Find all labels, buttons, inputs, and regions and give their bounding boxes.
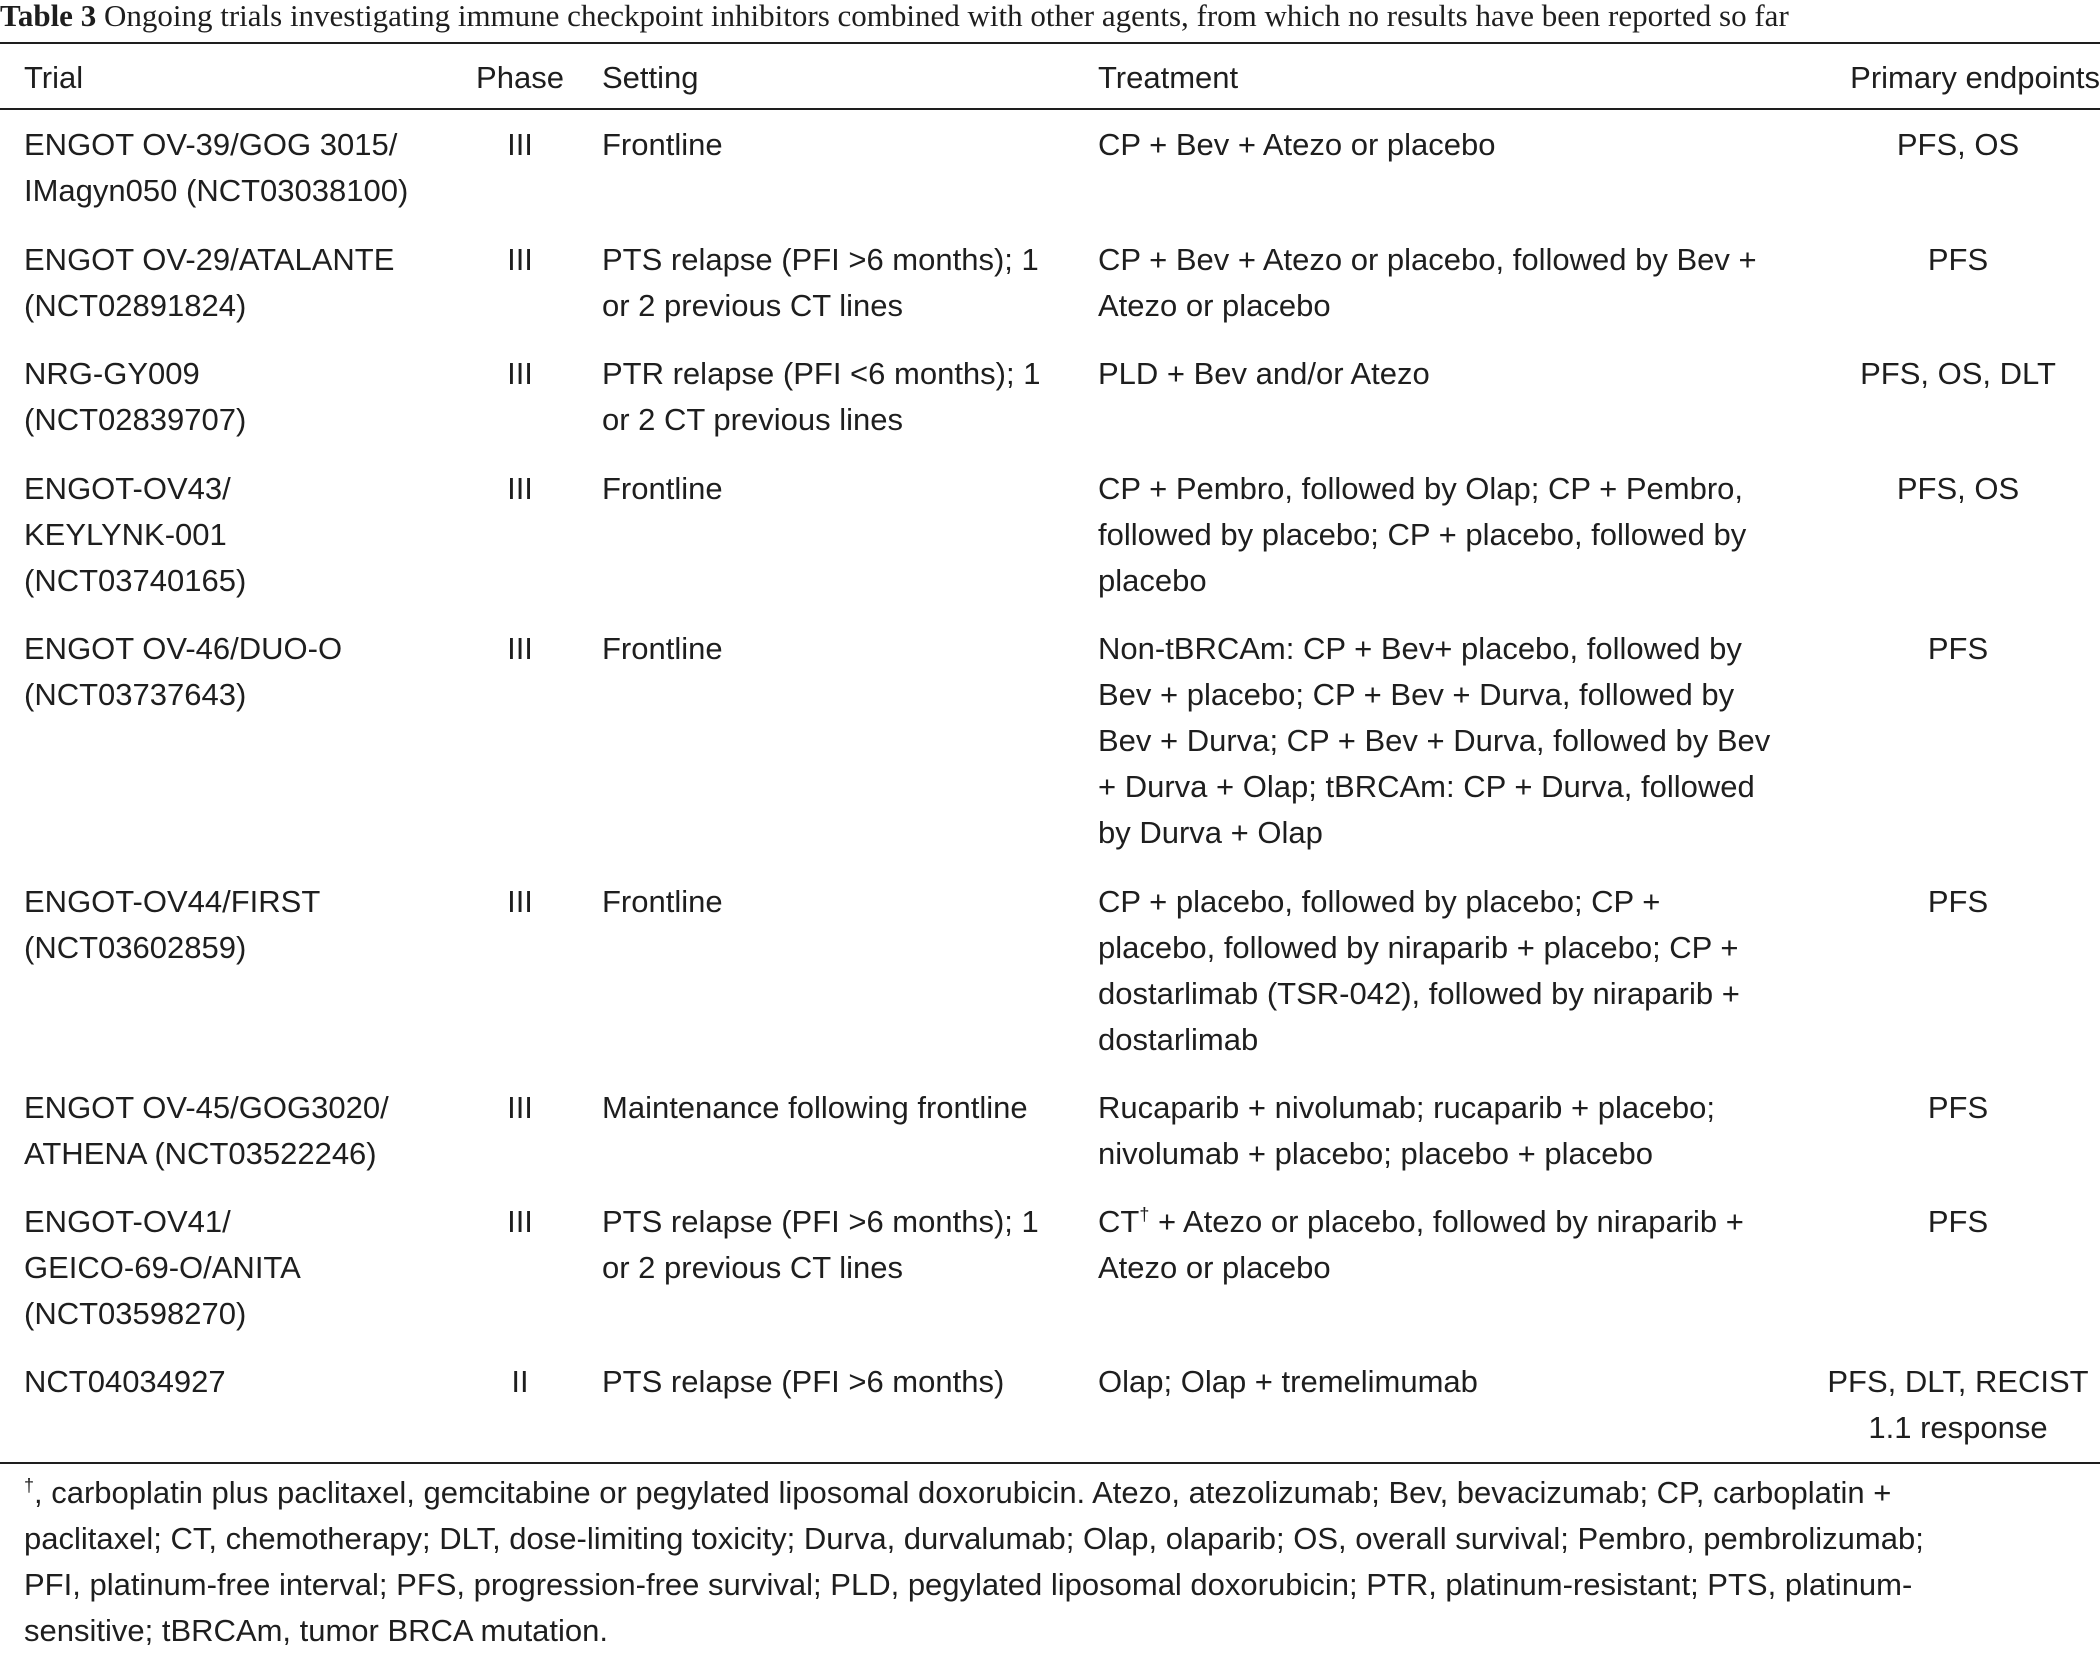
cell-line-rest: + Atezo or placebo, followed by niraparib +	[1149, 1204, 1744, 1239]
cell-phase: III	[507, 631, 533, 666]
cell-primary-endpoints	[1816, 1199, 2100, 1245]
table-footnote	[24, 1470, 2084, 1654]
cell-line: (NCT03740165)	[24, 563, 247, 598]
cell-line: or 2 previous CT lines	[602, 1250, 903, 1285]
cell-setting	[602, 122, 1074, 168]
header-trial: Trial	[24, 60, 84, 95]
cell-line: or 2 previous CT lines	[602, 288, 903, 323]
cell-trial	[24, 1359, 444, 1405]
cell-line: ENGOT-OV44/FIRST	[24, 884, 321, 919]
cell-line: ENGOT-OV41/	[24, 1204, 231, 1239]
cell-line: PFS	[1927, 1090, 1989, 1125]
cell-line: ENGOT OV-46/DUO-O	[24, 631, 343, 666]
cell-line: CP + Pembro, followed by Olap; CP + Pembro,	[1098, 471, 1744, 506]
cell-line: dostarlimab (TSR-042), followed by niraparib +	[1098, 976, 1740, 1011]
footnote-dagger-mark: †	[24, 1475, 35, 1496]
cell-line: (NCT03598270)	[24, 1296, 247, 1331]
cell-primary-endpoints	[1816, 879, 2100, 925]
cell-primary-endpoints	[1816, 351, 2100, 397]
cell-setting	[602, 237, 1074, 329]
cell-line: ENGOT OV-45/GOG3020/	[24, 1090, 389, 1125]
cell-setting	[602, 879, 1074, 925]
cell-phase: III	[507, 1204, 533, 1239]
cell-setting	[602, 626, 1074, 672]
cell-line: or 2 CT previous lines	[602, 402, 903, 437]
cell-treatment	[1098, 1085, 1838, 1177]
cell-trial	[24, 122, 444, 214]
footnote-line: paclitaxel; CT, chemotherapy; DLT, dose-limiting toxicity; Durva, durvalumab; Olap, olaparib; OS, overall survival; Pembro, pembrolizumab;	[24, 1521, 1924, 1556]
footnote-text: , carboplatin plus paclitaxel, gemcitabine or pegylated liposomal doxorubicin. Atezo, atezolizumab; Bev, bevacizumab; CP, carboplatin +	[34, 1475, 1892, 1510]
cell-line: dostarlimab	[1098, 1022, 1259, 1057]
cell-line: Frontline	[602, 884, 723, 919]
cell-treatment	[1098, 466, 1838, 604]
cell-line: ENGOT-OV43/	[24, 471, 231, 506]
table-title: Ongoing trials investigating immune checkpoint inhibitors combined with other agents, from which no results have been reported so far	[103, 0, 1789, 33]
cell-line: 1.1 response	[1868, 1410, 2048, 1445]
cell-phase: III	[507, 127, 533, 162]
cell-phase: III	[507, 884, 533, 919]
dagger-footnote-mark: †	[1139, 1204, 1150, 1225]
cell-line: ATHENA (NCT03522246)	[24, 1136, 377, 1171]
cell-line: Olap; Olap + tremelimumab	[1098, 1364, 1478, 1399]
cell-line: Bev + Durva; CP + Bev + Durva, followed by Bev	[1098, 723, 1771, 758]
footnote-line: sensitive; tBRCAm, tumor BRCA mutation.	[24, 1613, 609, 1648]
cell-trial	[24, 466, 444, 604]
cell-line: (NCT03602859)	[24, 930, 247, 965]
cell-line: NCT04034927	[24, 1364, 226, 1399]
cell-line: Frontline	[602, 471, 723, 506]
cell-line: PTR relapse (PFI <6 months); 1	[602, 356, 1041, 391]
cell-setting	[602, 1359, 1074, 1405]
cell-line	[1098, 1199, 1838, 1245]
cell-trial	[24, 626, 444, 718]
cell-primary-endpoints	[1816, 466, 2100, 512]
cell-line: PFS, DLT, RECIST	[1827, 1364, 2089, 1399]
cell-line: (NCT02839707)	[24, 402, 247, 437]
cell-line: CP + Bev + Atezo or placebo	[1098, 127, 1496, 162]
table-bottom-rule	[0, 1462, 2100, 1464]
cell-line: PFS, OS	[1896, 471, 2020, 506]
cell-line: PFS	[1927, 1204, 1989, 1239]
cell-line: followed by placebo; CP + placebo, followed by	[1098, 517, 1747, 552]
cell-phase: III	[507, 471, 533, 506]
cell-treatment	[1098, 351, 1838, 397]
cell-phase: III	[507, 356, 533, 391]
cell-line: by Durva + Olap	[1098, 815, 1323, 850]
cell-primary-endpoints	[1816, 122, 2100, 168]
header-phase: Phase	[476, 60, 564, 95]
cell-line: KEYLYNK-001	[24, 517, 227, 552]
cell-line: PFS, OS, DLT	[1860, 356, 2056, 391]
cell-primary-endpoints	[1816, 237, 2100, 283]
cell-line: Frontline	[602, 127, 723, 162]
cell-trial	[24, 1199, 444, 1337]
cell-line: + Durva + Olap; tBRCAm: CP + Durva, followed	[1098, 769, 1755, 804]
cell-setting	[602, 466, 1074, 512]
ct-abbreviation: CT	[1098, 1204, 1140, 1239]
cell-line: Rucaparib + nivolumab; rucaparib + placebo;	[1098, 1090, 1715, 1125]
footnote-line	[24, 1470, 2084, 1516]
cell-setting	[602, 351, 1074, 443]
cell-treatment	[1098, 122, 1838, 168]
cell-treatment	[1098, 626, 1838, 856]
footnote-line: PFI, platinum-free interval; PFS, progression-free survival; PLD, pegylated liposomal doxorubicin; PTR, platinum-resistant; PTS, platinum-	[24, 1567, 1913, 1602]
cell-line: GEICO-69-O/ANITA	[24, 1250, 301, 1285]
cell-line: PTS relapse (PFI >6 months)	[602, 1364, 1005, 1399]
cell-line: CP + Bev + Atezo or placebo, followed by Bev +	[1098, 242, 1757, 277]
cell-treatment	[1098, 237, 1838, 329]
cell-primary-endpoints	[1816, 1359, 2100, 1451]
cell-treatment	[1098, 1359, 1838, 1405]
cell-primary-endpoints	[1816, 1085, 2100, 1131]
cell-line: Frontline	[602, 631, 723, 666]
header-treatment: Treatment	[1098, 60, 1239, 95]
table-header-rule	[0, 108, 2100, 110]
cell-line: PTS relapse (PFI >6 months); 1	[602, 1204, 1039, 1239]
cell-line: Non-tBRCAm: CP + Bev+ placebo, followed by	[1098, 631, 1742, 666]
cell-line: Bev + placebo; CP + Bev + Durva, followed by	[1098, 677, 1735, 712]
cell-line: placebo	[1098, 563, 1207, 598]
cell-treatment	[1098, 879, 1838, 1063]
cell-line: IMagyn050 (NCT03038100)	[24, 173, 409, 208]
cell-line: NRG-GY009	[24, 356, 200, 391]
header-primary-endpoints: Primary endpoints	[1850, 60, 2100, 95]
cell-setting	[602, 1085, 1074, 1131]
cell-line: PFS	[1927, 242, 1989, 277]
cell-phase: III	[507, 1090, 533, 1125]
cell-line: ENGOT OV-29/ATALANTE	[24, 242, 395, 277]
cell-trial	[24, 1085, 444, 1177]
cell-line: ENGOT OV-39/GOG 3015/	[24, 127, 398, 162]
cell-primary-endpoints	[1816, 626, 2100, 672]
cell-line: PFS, OS	[1896, 127, 2020, 162]
cell-line: PFS	[1927, 631, 1989, 666]
cell-line: PLD + Bev and/or Atezo	[1098, 356, 1430, 391]
header-setting: Setting	[602, 60, 699, 95]
cell-line: Maintenance following frontline	[602, 1090, 1028, 1125]
cell-trial	[24, 351, 444, 443]
cell-line: CP + placebo, followed by placebo; CP +	[1098, 884, 1661, 919]
cell-line: PTS relapse (PFI >6 months); 1	[602, 242, 1039, 277]
cell-setting	[602, 1199, 1074, 1291]
cell-line: Atezo or placebo	[1098, 288, 1331, 323]
cell-line: nivolumab + placebo; placebo + placebo	[1098, 1136, 1653, 1171]
cell-phase: III	[507, 242, 533, 277]
table-label: Table 3	[0, 0, 97, 33]
cell-line: (NCT02891824)	[24, 288, 247, 323]
cell-line: PFS	[1927, 884, 1989, 919]
cell-trial	[24, 237, 444, 329]
cell-trial	[24, 879, 444, 971]
cell-phase: II	[511, 1364, 529, 1399]
table-caption	[0, 0, 2100, 42]
cell-line: (NCT03737643)	[24, 677, 247, 712]
cell-treatment	[1098, 1199, 1838, 1291]
table-top-rule	[0, 42, 2100, 44]
cell-line: Atezo or placebo	[1098, 1250, 1331, 1285]
cell-line: placebo, followed by niraparib + placebo; CP +	[1098, 930, 1739, 965]
